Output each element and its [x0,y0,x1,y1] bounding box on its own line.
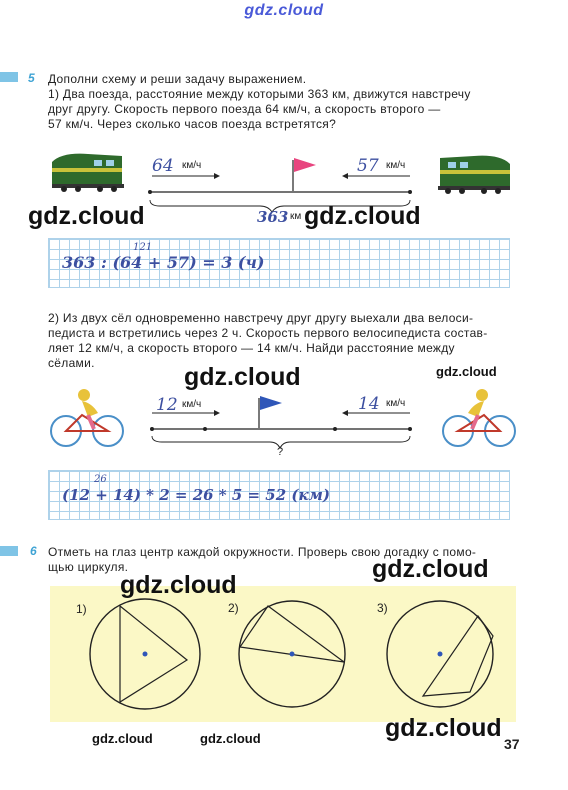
task5-p2-line3: ляет 12 км/ч, а скорость второго — 14 км/ч. Найди расстояние между [48,341,455,355]
cyclist-scheme [140,390,420,454]
answer2-expression: (12 + 14) * 2 = 26 * 5 = 52 (км) [62,486,331,504]
task5-p1-line3: 57 км/ч. Через сколько часов поезда встретятся? [48,117,337,131]
cyclist2-speed-unit: км/ч [386,398,406,409]
task5-number: 5 [28,71,35,85]
answer1-expression: 363 : (64 + 57) = 3 (ч) [62,253,265,272]
cyclist2-speed: 14 [358,394,380,414]
watermark: gdz.cloud [304,202,421,230]
circle2-label: 2) [228,601,239,615]
circle-3 [387,601,493,707]
meeting-point-flag [260,396,282,410]
cyclist-distance-question: ? [277,446,284,458]
task5-p1-line1: 1) Два поезда, расстояние между которыми 363 км, движутся навстречу [48,87,471,101]
watermark: gdz.cloud [184,363,301,391]
site-header[interactable]: gdz.cloud [244,2,324,19]
train1-speed: 64 [152,156,174,176]
task5-p2-line4: сёлами. [48,356,95,370]
answer2-superscript: 26 [94,474,107,485]
watermark: gdz.cloud [28,202,145,230]
task6-number: 6 [30,544,37,558]
watermark: gdz.cloud [372,555,489,583]
task6-line2: щью циркуля. [48,560,129,574]
task5-p1-line2: друг другу. Скорость первого поезда 64 км/ч, а скорость второго — [48,102,441,116]
task6-tab-marker [0,546,18,556]
train-distance-unit: км [290,211,302,222]
circle3-label: 3) [377,601,388,615]
cyclist-right-icon [440,385,518,449]
watermark: gdz.cloud [385,714,502,742]
task6-line1: Отметь на глаз центр каждой окружности. Проверь свою догадку с помо- [48,545,477,559]
task5-p2-line1: 2) Из двух сёл одновременно навстречу друг другу выехали два велоси- [48,311,474,325]
train-right-icon [436,150,514,196]
train2-speed-unit: км/ч [386,160,406,171]
page-number: 37 [504,736,520,752]
watermark: gdz.cloud [92,731,153,746]
train1-speed-unit: км/ч [182,160,202,171]
train2-speed: 57 [357,156,379,176]
task5-tab-marker [0,72,18,82]
watermark: gdz.cloud [120,571,237,599]
watermark: gdz.cloud [436,364,497,379]
circle1-label: 1) [76,602,87,616]
train-left-icon [48,148,126,194]
train-distance-value: 363 [257,208,289,226]
watermark: gdz.cloud [200,731,261,746]
circle-2 [239,601,345,707]
answer1-superscript: 121 [133,242,153,253]
cyclist1-speed-unit: км/ч [182,399,202,410]
meeting-flag [294,158,316,172]
task5-intro: Дополни схему и реши задачу выражением. [48,72,307,86]
task5-p2-line2: педиста и встретились через 2 ч. Скорость первого велосипедиста состав- [48,326,488,340]
cyclist-left-icon [48,385,126,449]
cyclist1-speed: 12 [156,395,178,415]
circles-figures [50,586,516,722]
circle-1 [90,599,200,709]
